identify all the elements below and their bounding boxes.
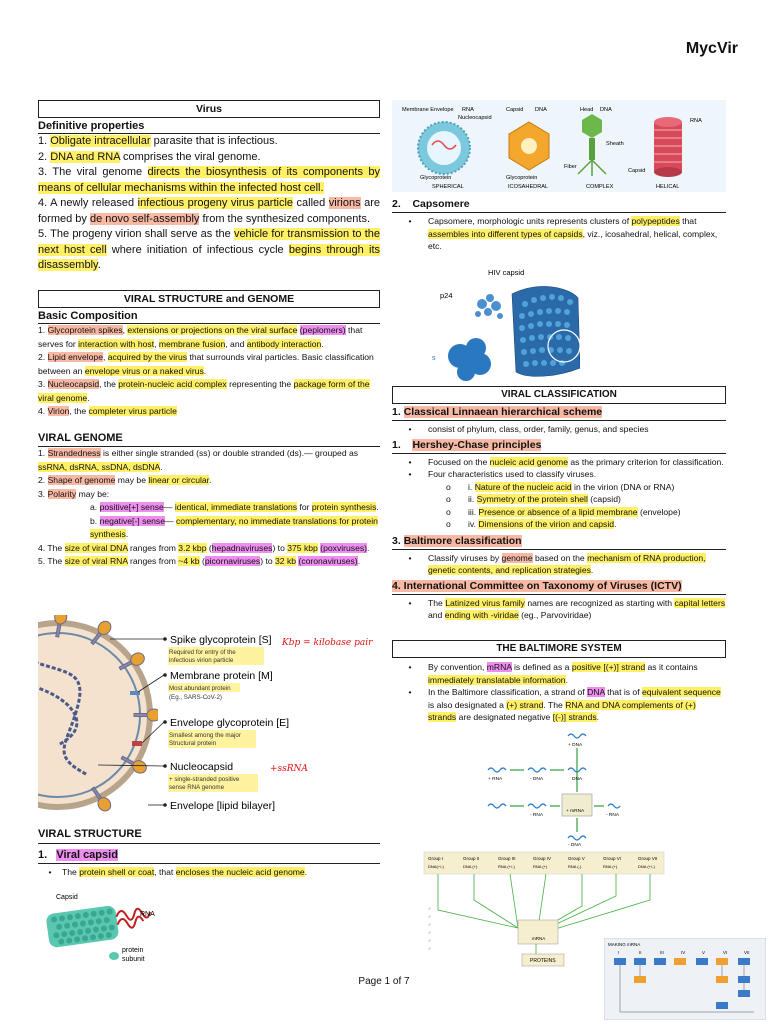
roman-label: VI	[723, 950, 728, 955]
svg-text:✓: ✓	[428, 938, 432, 943]
label-membrane: Membrane protein [M]	[170, 670, 273, 682]
note-kbp: Kbp = kilobase pair	[282, 638, 373, 648]
baltimore-section	[392, 640, 726, 724]
svg-text:p24: p24	[440, 291, 453, 300]
virus-morphology-figure	[392, 100, 726, 192]
svg-text:Glycoprotein: Glycoprotein	[420, 175, 452, 181]
basic-b1: 1. Glycoprotein spikes, extensions or projections on the viral surface (peplomers) that serves for interaction with host, membrane fusion, and antibody interaction.	[38, 325, 363, 349]
svg-text:infectious virion particle: infectious virion particle	[169, 657, 234, 664]
svg-text:DNA: DNA	[535, 107, 547, 113]
svg-text:SPHERICAL: SPHERICAL	[432, 184, 464, 190]
svg-text:RNA: RNA	[690, 118, 702, 124]
classification-c3-bullet: • Classify viruses by genome based on the mechanism of RNA production, genetic contents, and replication strategies.	[408, 552, 706, 575]
group-label: Group III	[498, 856, 516, 861]
svg-text:COMPLEX: COMPLEX	[586, 184, 614, 190]
svg-text:Glycoprotein: Glycoprotein	[506, 175, 538, 181]
coronavirus-diagram	[38, 615, 380, 820]
genome-g4: 4. The size of viral DNA ranges from 3.2 kbp (hepadnaviruses) to 375 kbp (poxviruses).	[38, 542, 370, 553]
svg-text:Required for entry of the: Required for entry of the	[169, 649, 236, 656]
genome-section	[38, 432, 380, 569]
roman-label: IV	[681, 950, 686, 955]
structure-section	[38, 290, 380, 419]
genome-g3a: a. positive[+] sense— identical, immediate translations for protein synthesis.	[90, 502, 379, 512]
group-sublabel: DNA (+/-)	[638, 864, 655, 869]
viral-genome-title: VIRAL GENOME	[38, 432, 123, 444]
svg-text:Capsid: Capsid	[56, 894, 78, 901]
strand-flow-diagram	[480, 730, 630, 848]
group-label: Group IV	[533, 856, 552, 861]
capsid-bullet: • The protein shell or coat, that encloses the nucleic acid genome.	[48, 867, 308, 877]
svg-text:Fiber: Fiber	[564, 164, 577, 170]
classification-c3-title: 3. Baltimore classification	[392, 534, 522, 547]
svg-text:RNA: RNA	[462, 107, 474, 113]
group-sublabel: DNA(+/-)	[428, 864, 444, 869]
svg-text:+ DNA: + DNA	[568, 743, 583, 748]
svg-text:- DNA: - DNA	[530, 777, 544, 782]
svg-text:MAKING mRNA: MAKING mRNA	[608, 942, 641, 947]
svg-text:✓: ✓	[428, 930, 432, 935]
genome-g3: 3. Polarity may be:	[38, 488, 110, 499]
capsomere-bullet: • Capsomere, morphologic units represents clusters of polypeptides that assembles into different types of capsids, viz., icosahedral, helical, complex, etc.	[408, 216, 718, 251]
svg-text:Smallest among the major: Smallest among the major	[169, 732, 241, 739]
def-p4: 4. A newly released infectious progeny virus particle called virions are formed by de novo self-assembly from the synthesized components.	[38, 197, 380, 225]
group-label: Group VI	[603, 856, 622, 861]
helical-capsid-figure	[44, 890, 184, 970]
label-envelope-glycoprotein: Envelope glycoprotein [E]	[170, 717, 290, 729]
viral-structure-title: VIRAL STRUCTURE	[38, 828, 142, 840]
criterion-iv: o iv. Dimensions of the virion and capsid.	[446, 519, 617, 529]
basic-b2: 2. Lipid envelope, acquired by the virus that surrounds viral particles. Basic classification between an envelope virus or a naked virus.	[38, 352, 374, 376]
genome-g5: 5. The size of viral RNA ranges from ~4 kb (picornaviruses) to 32 kb (coronaviruses).	[38, 556, 361, 566]
svg-text:HIV capsid: HIV capsid	[488, 268, 525, 277]
criterion-iii: o iii. Presence or absence of a lipid membrane (envelope)	[446, 506, 681, 517]
svg-text:Nucleocapsid: Nucleocapsid	[458, 115, 492, 121]
definitive-title: Definitive properties	[38, 120, 145, 132]
svg-text:ICOSAHEDRAL: ICOSAHEDRAL	[508, 184, 549, 190]
group-sublabel: DNA (+)	[463, 864, 478, 869]
svg-text:s: s	[432, 355, 436, 362]
virus-header: Virus	[38, 100, 380, 118]
classification-c2-bullet2: • Four characteristics used to classify viruses.	[408, 469, 597, 479]
basic-b4: 4. Virion, the completer virus particle	[38, 406, 177, 416]
capsomere-title: 2. Capsomere	[392, 198, 470, 210]
classification-section	[392, 386, 726, 622]
svg-text:HELICAL: HELICAL	[656, 184, 680, 190]
svg-text:Head: Head	[580, 107, 594, 113]
roman-label: I	[618, 950, 620, 955]
genome-g2: 2. Shape of genome may be linear or circular.	[38, 475, 212, 485]
svg-text:✓: ✓	[428, 922, 432, 927]
svg-text:+ single-stranded positive: + single-stranded positive	[169, 776, 240, 783]
svg-text:sense RNA genome: sense RNA genome	[169, 784, 225, 791]
group-sublabel: RNA (+)	[603, 864, 618, 869]
roman-label: VII	[744, 950, 750, 955]
group-label: Group V	[568, 856, 585, 861]
svg-text:Capsid: Capsid	[628, 168, 646, 174]
roman-label: II	[639, 950, 642, 955]
svg-text:✓: ✓	[428, 946, 432, 951]
svg-text:Sheath: Sheath	[606, 141, 624, 147]
genome-g3b: b. negative[-] sense— complementary, no immediate translations for protein synthesis.	[90, 515, 378, 539]
svg-text:Membrane Envelope: Membrane Envelope	[402, 107, 454, 113]
svg-text:Capsid: Capsid	[506, 107, 524, 113]
svg-text:subunit: subunit	[122, 956, 145, 963]
group-sublabel: RNA (+)	[533, 864, 548, 869]
svg-text:+ mRNA: + mRNA	[566, 809, 585, 814]
classification-header: VIRAL CLASSIFICATION	[392, 386, 726, 404]
group-sublabel: RNA (-)	[568, 864, 582, 869]
def-p2: 2. DNA and RNA comprises the viral genome.	[38, 150, 261, 163]
svg-text:DNA: DNA	[600, 107, 612, 113]
svg-text:PROTEINS: PROTEINS	[530, 958, 556, 964]
viral-structure-section	[38, 828, 380, 879]
baltimore-bullet1: • By convention, mRNA is defined as a positive [(+)] strand as it contains immediately translatable information.	[408, 662, 698, 685]
svg-text:✓: ✓	[428, 906, 432, 911]
virus-section	[38, 100, 380, 274]
label-nucleocapsid: Nucleocapsid	[170, 761, 234, 773]
svg-text:mRNA: mRNA	[532, 936, 546, 941]
def-p3: 3. The viral genome directs the biosynthesis of its components by means of cellular mechanisms within the infected host cell.	[38, 166, 380, 194]
svg-text:RNA: RNA	[140, 911, 155, 918]
hiv-capsid-figure	[430, 264, 580, 382]
label-spike: Spike glycoprotein [S]	[170, 634, 272, 646]
svg-text:- RNA: - RNA	[606, 813, 620, 818]
def-p1: 1. Obligate intracellular parasite that is infectious.	[38, 135, 278, 147]
svg-text:+ RNA: + RNA	[488, 777, 503, 782]
svg-text:✓: ✓	[428, 914, 432, 919]
classification-c4-title: 4. International Committee on Taxonomy of Viruses (ICTV)	[392, 579, 682, 592]
baltimore-bullet2: • In the Baltimore classification, a strand of DNA that is of equivalent sequence is also designated a (+) strand. The RNA and DNA complements of (+) strands are designated negative [(-)] strands.	[408, 687, 721, 722]
svg-text:protein: protein	[122, 947, 144, 954]
roman-label: III	[660, 950, 664, 955]
classification-c1-title: 1. Classical Linnaean hierarchical scheme	[392, 406, 603, 418]
group-label: Group I	[428, 856, 444, 861]
classification-c2-bullet1: • Focused on the nucleic acid genome as the primary criterion for classification.	[408, 456, 724, 467]
svg-text:DNA: DNA	[572, 777, 583, 782]
classification-c1-bullet: • consist of phylum, class, order, family, genus, and species	[408, 424, 649, 434]
svg-text:- DNA: - DNA	[568, 843, 582, 848]
capsomere-section	[392, 198, 726, 253]
classification-c2-title: 1. Hershey-Chase principles	[392, 438, 542, 451]
svg-text:(Eg., SARS-CoV-2): (Eg., SARS-CoV-2)	[169, 694, 222, 701]
svg-text:- RNA: - RNA	[530, 813, 544, 818]
svg-text:Most abundant protein: Most abundant protein	[169, 685, 231, 692]
page-footer: Page 1 of 7	[358, 976, 410, 987]
structure-header: VIRAL STRUCTURE and GENOME	[38, 290, 380, 308]
viral-capsid-title: 1. Viral capsid	[38, 849, 118, 861]
classification-c4-bullet: • The Latinized virus family names are recognized as starting with capital letters and ending with -viridae (eg., Parvoviridae)	[408, 597, 726, 620]
baltimore-header: THE BALTIMORE SYSTEM	[392, 640, 726, 658]
note-ssrna: +ssRNA	[270, 764, 308, 774]
svg-text:Structural protein: Structural protein	[169, 740, 217, 747]
def-p5: 5. The progeny virion shall serve as the vehicle for transmission to the next host cell where initiation of infectious cycle begins through its disassembly.	[38, 228, 380, 271]
group-label: Group VII	[638, 856, 658, 861]
basic-b3: 3. Nucleocapsid, the protein-nucleic acid complex representing the package form of the viral genome.	[38, 379, 370, 403]
group-sublabel: RNA (+/-)	[498, 864, 515, 869]
basic-composition-title: Basic Composition	[38, 310, 138, 322]
brand-title: MycVir	[685, 40, 738, 57]
genome-g1: 1. Strandedness is either single stranded (ss) or double stranded (ds).— grouped as ssRNA, dsRNA, ssDNA, dsDNA.	[38, 448, 359, 472]
roman-label: V	[702, 950, 706, 955]
criterion-ii: o ii. Symmetry of the protein shell (capsid)	[446, 494, 621, 504]
label-envelope: Envelope [lipid bilayer]	[170, 800, 276, 812]
criterion-i: o i. Nature of the nucleic acid in the virion (DNA or RNA)	[446, 481, 675, 492]
group-label: Group II	[463, 856, 480, 861]
